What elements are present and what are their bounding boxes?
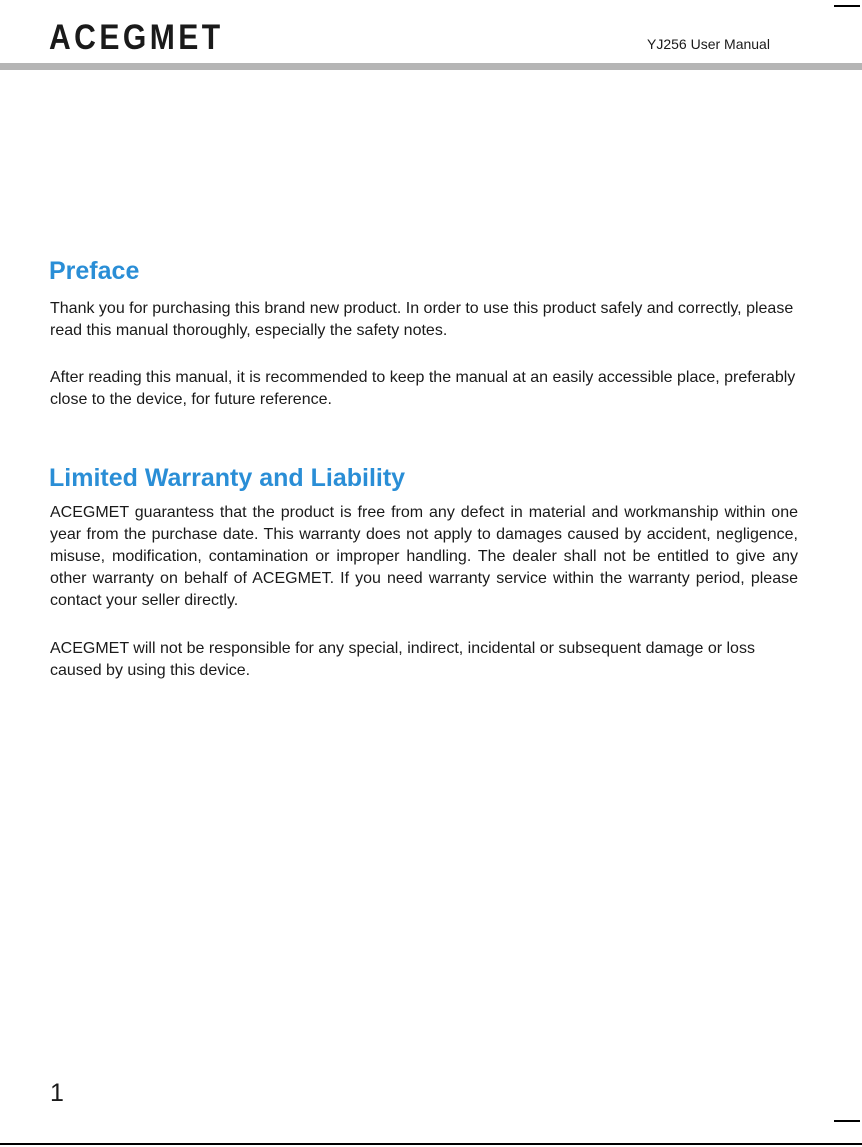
warranty-paragraph-1: ACEGMET guarantess that the product is free from any defect in material and workmanship within one year from the purchase date. This warranty does not apply to damages caused by accident, negligence, misuse, modification, contamination or improper handling. The dealer shall not be entitled to give any other warranty on behalf of ACEGMET. If you need warranty service within the warranty period, please contact your seller directly. xyxy=(50,504,798,609)
header-rule xyxy=(0,63,862,70)
manual-title: YJ256 User Manual xyxy=(647,36,770,52)
preface-heading: Preface xyxy=(49,257,140,285)
preface-paragraph-1: Thank you for purchasing this brand new product. In order to use this product safely and correctly, please read this manual thoroughly, especially the safety notes. xyxy=(50,300,794,339)
brand-logo: ACEGMET xyxy=(49,18,224,57)
preface-paragraph-2: After reading this manual, it is recommended to keep the manual at an easily accessible place, preferably close to the device, for future reference. xyxy=(50,369,796,408)
warranty-paragraph-2: ACEGMET will not be responsible for any special, indirect, incidental or subsequent damage or loss caused by using this device. xyxy=(50,640,755,679)
crop-mark-top xyxy=(834,5,860,7)
warranty-heading: Limited Warranty and Liability xyxy=(49,464,406,492)
bottom-rule xyxy=(0,1143,862,1145)
crop-mark-bottom xyxy=(834,1120,860,1122)
page-number: 1 xyxy=(50,1079,64,1107)
